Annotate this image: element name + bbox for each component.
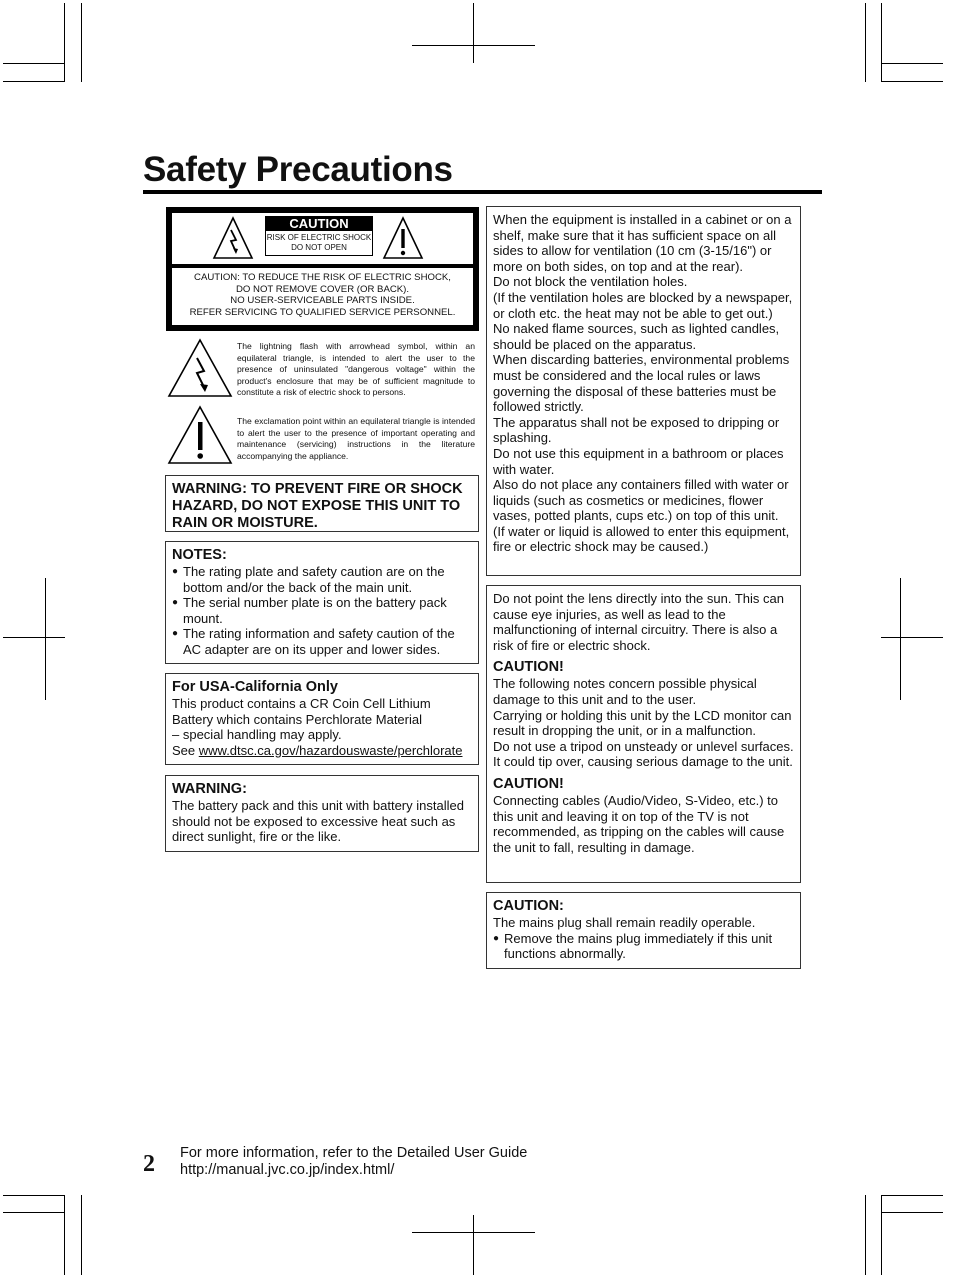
mains-caution-list <box>493 931 794 962</box>
caution-paragraph: Carrying or holding this unit by the LCD monitor can result in dropping the unit, or in a malfunction. <box>493 707 792 739</box>
caution-paragraph: Connecting cables (Audio/Video, S-Video, etc.) to this unit and leaving it on top of the TV is not recommended, as tripping on the cables will cause the unit to fall, resulting in damage. <box>493 792 785 855</box>
battery-warning-box <box>165 775 479 852</box>
mains-caution-heading: CAUTION: <box>493 898 564 914</box>
installation-paragraph: Also do not place any containers filled with water or liquids (such as cosmetics or medicines, flower vases, potted plants, cups etc.) on top of this unit. <box>493 477 789 524</box>
installation-paragraph: When discarding batteries, environmental problems must be considered and the local rules or laws governing the disposal of these batteries must be followed strictly. <box>493 352 790 415</box>
caution-label-box <box>265 216 373 256</box>
exclamation-triangle-icon <box>382 216 424 260</box>
see-label: See <box>172 742 199 758</box>
caution-paragraph: Do not use a tripod on unsteady or unlevel surfaces. It could tip over, causing serious damage to the unit. <box>493 738 794 770</box>
lens-caution-box <box>486 585 801 883</box>
list-item: ● The rating plate and safety caution are on the bottom and/or the back of the main unit. <box>172 564 472 595</box>
caution-text-line: DO NOT REMOVE COVER (OR BACK). <box>235 283 410 295</box>
list-item: ● The serial number plate is on the battery pack mount. <box>172 595 472 626</box>
caution-label-header <box>172 213 473 264</box>
caution-label-text <box>172 268 473 325</box>
caution-label <box>166 207 479 331</box>
lens-warning: Do not point the lens directly into the sun. This can cause eye injuries, as well as lead to the malfunctioning of internal circuitry. There is also a risk of fire or electric shock. <box>493 591 784 653</box>
perchlorate-link[interactable]: www.dtsc.ca.gov/hazardouswaste/perchlorate <box>198 742 463 758</box>
notes-heading: NOTES: <box>172 547 227 563</box>
caution-text-line: REFER SERVICING TO QUALIFIED SERVICE PERSONNEL. <box>189 306 456 318</box>
battery-warning-heading: WARNING: <box>172 781 247 797</box>
footer-url[interactable]: http://manual.jvc.co.jp/index.html/ <box>180 1161 395 1178</box>
caution-label-subtitle-1: RISK OF ELECTRIC SHOCK <box>266 233 372 242</box>
caution-heading: CAUTION! <box>493 659 564 676</box>
caution-paragraph: The following notes concern possible physical damage to this unit and to the user. <box>493 676 757 707</box>
installation-paragraph: When the equipment is installed in a cabinet or on a shelf, make sure that it has sufficient space on all sides to allow for ventilation (10 cm (3-15/16") or more on both sides, on top and at the rear). <box>493 212 792 274</box>
footer-info <box>180 1145 527 1178</box>
lightning-triangle-icon <box>212 216 254 260</box>
installation-paragraph: No naked flame sources, such as lighted candles, should be placed on the apparatus. <box>493 321 780 352</box>
list-item: ● Remove the mains plug immediately if this unit functions abnormally. <box>493 931 794 962</box>
mains-caution-text: The mains plug shall remain readily operable. <box>493 915 756 930</box>
installation-paragraph: Do not use this equipment in a bathroom or places with water. <box>493 445 784 477</box>
california-text: Battery which contains Perchlorate Material <box>172 711 423 727</box>
notes-list <box>172 564 472 658</box>
california-see <box>172 743 472 759</box>
fire-shock-warning: WARNING: TO PREVENT FIRE OR SHOCK HAZARD, DO NOT EXPOSE THIS UNIT TO RAIN OR MOISTURE. <box>165 475 479 532</box>
exclamation-triangle-icon <box>167 405 233 465</box>
caution-heading: CAUTION! <box>493 775 564 792</box>
installation-box <box>486 206 801 576</box>
page-number: 2 <box>143 1151 155 1177</box>
lightning-symbol-description: The lightning flash with arrowhead symbol, within an equilateral triangle, is intended to alert the user to the presence of uninsulated "dangerous voltage" within the product's enclosure that may be of sufficient magnitude to constitute a risk of electric shock to persons. <box>237 341 475 397</box>
installation-paragraph: The apparatus shall not be exposed to dripping or splashing. <box>493 414 780 446</box>
california-text: – special handling may apply. <box>172 727 342 743</box>
installation-paragraph: (If water or liquid is allowed to enter this equipment, fire or electric shock may be caused.) <box>493 523 790 555</box>
installation-paragraph: Do not block the ventilation holes. <box>493 274 688 290</box>
installation-paragraph: (If the ventilation holes are blocked by a newspaper, or cloth etc. the heat may not be able to get out.) <box>493 289 793 321</box>
california-text: This product contains a CR Coin Cell Lithium <box>172 696 431 711</box>
lightning-triangle-icon <box>167 338 233 398</box>
california-box <box>165 673 479 765</box>
caution-label-subtitle-2: DO NOT OPEN <box>291 242 347 252</box>
mains-caution-box <box>486 892 801 969</box>
footer-text: For more information, refer to the Detailed User Guide <box>180 1145 528 1161</box>
page-title: Safety Precautions <box>143 150 453 189</box>
battery-warning-text: The battery pack and this unit with battery installed should not be exposed to excessive heat such as direct sunlight, fire or the like. <box>172 798 464 845</box>
california-heading: For USA-California Only <box>172 679 338 695</box>
notes-box <box>165 541 479 664</box>
caution-label-title: CAUTION <box>266 217 372 231</box>
title-rule <box>143 190 822 194</box>
caution-text-line: CAUTION: TO REDUCE THE RISK OF ELECTRIC SHOCK, <box>194 272 451 283</box>
exclamation-symbol-description: The exclamation point within an equilateral triangle is intended to alert the user to the presence of important operating and maintenance (servicing) instructions in the literature accompanying the appliance. <box>237 416 475 461</box>
caution-text-line: NO USER-SERVICEABLE PARTS INSIDE. <box>230 295 415 306</box>
list-item: ● The rating information and safety caution of the AC adapter are on its upper and lower sides. <box>172 626 472 657</box>
